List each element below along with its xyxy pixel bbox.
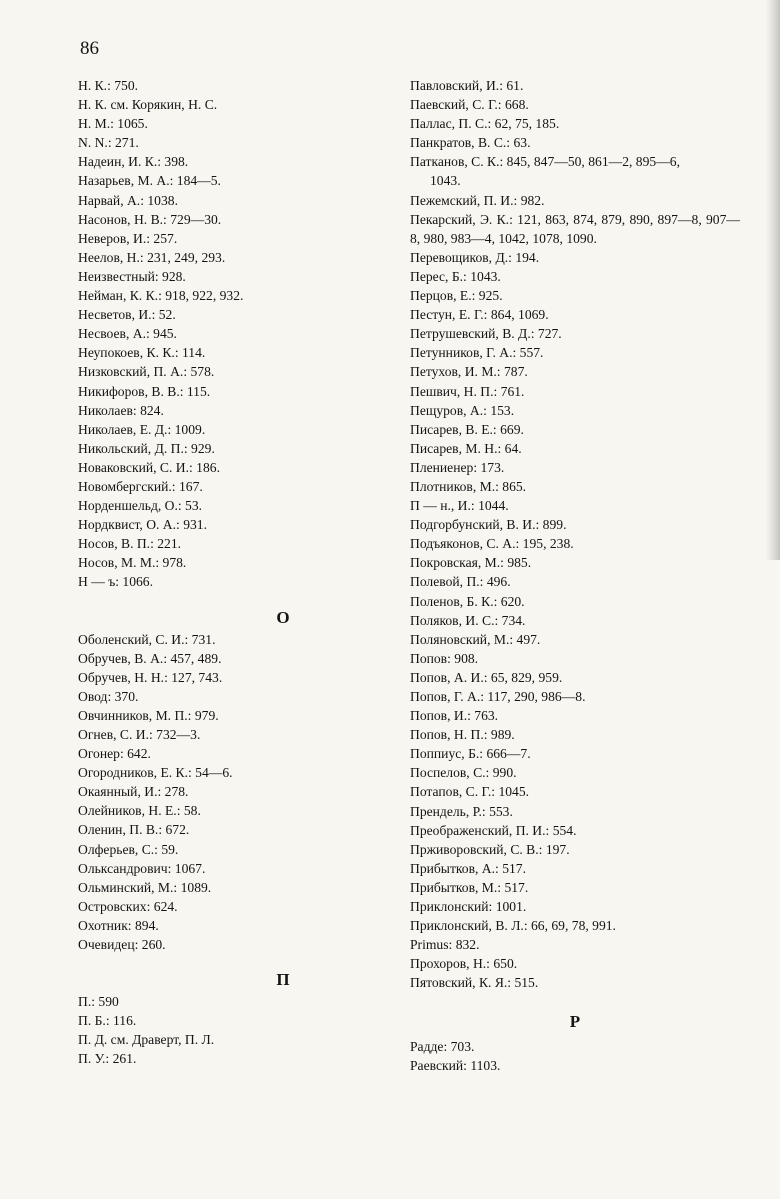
index-entry: 1043.	[430, 173, 461, 189]
index-entry: Несветов, И.: 52.	[78, 307, 176, 323]
index-entry: Поппиус, Б.: 666—7.	[410, 746, 531, 762]
index-entry: Пекарский, Э. К.: 121, 863, 874, 879, 890, 897—8, 907—8, 980, 983—4, 1042, 1078, 1090.	[410, 211, 740, 246]
entries-p-start	[78, 992, 378, 1068]
index-entry: Попов, Г. А.: 117, 290, 986—8.	[410, 689, 586, 704]
index-entry: Попов, И.: 763.	[410, 708, 499, 724]
index-entry: Прохоров, Н.: 650.	[410, 956, 518, 972]
index-entry: Перцов, Е.: 925.	[410, 288, 503, 304]
index-entry: Ольминский, М.: 1089.	[78, 879, 212, 895]
index-entry: Попов, А. И.: 65, 829, 959.	[410, 669, 563, 685]
index-entry: Никольский, Д. П.: 929.	[78, 440, 215, 456]
index-entry: Писарев, В. Е.: 669.	[410, 421, 524, 437]
index-entry: Назарьев, М. А.: 184—5.	[78, 173, 221, 189]
index-entry: Николаев, Е. Д.: 1009.	[78, 421, 206, 437]
index-entry: Ольксандрович: 1067.	[78, 860, 206, 876]
index-entry: Огнев, С. И.: 732—3.	[78, 727, 201, 742]
index-entry: Прибытков, А.: 517.	[410, 860, 526, 876]
index-entry: Новомбергский.: 167.	[78, 478, 203, 494]
index-entry: П. У.: 261.	[78, 1051, 137, 1067]
index-entry: Плотников, М.: 865.	[410, 478, 527, 494]
index-entry: Полевой, П.: 496.	[410, 574, 511, 590]
index-entry: Н. К.: 750.	[78, 78, 139, 93]
index-entry: Приклонский: 1001.	[410, 899, 527, 915]
index-entry: Нордквист, О. А.: 931.	[78, 517, 207, 533]
right-column	[410, 76, 740, 1075]
index-entry: Овчинников, М. П.: 979.	[78, 707, 219, 723]
index-entry: Паевский, С. Г.: 668.	[410, 97, 529, 113]
index-entry: Огонер: 642.	[78, 746, 151, 762]
index-entry: Нейман, К. К.: 918, 922, 932.	[78, 288, 244, 304]
index-entry: П. Б.: 116.	[78, 1013, 137, 1029]
entries-o	[78, 630, 378, 955]
index-entry: Несвоев, А.: 945.	[78, 326, 177, 342]
index-entry: Радде: 703.	[410, 1038, 475, 1054]
index-entry: Николаев: 824.	[78, 402, 164, 418]
index-entry: Овод: 370.	[78, 688, 139, 704]
index-entry: Оленин, П. В.: 672.	[78, 822, 190, 838]
index-entry: Островских: 624.	[78, 898, 178, 914]
index-entry: Поляновский, М.: 497.	[410, 631, 541, 647]
index-entry: Носов, М. М.: 978.	[78, 555, 187, 571]
entries-p	[410, 76, 740, 993]
index-entry: Никифоров, В. В.: 115.	[78, 383, 211, 399]
index-entry: Павловский, И.: 61.	[410, 78, 524, 93]
index-entry: Преображенский, П. И.: 554.	[410, 822, 577, 838]
index-entry: Паллас, П. С.: 62, 75, 185.	[410, 116, 560, 132]
index-entry: Новаковский, С. И.: 186.	[78, 459, 220, 475]
section-letter-p: П	[276, 970, 290, 990]
index-entry: Нарвай, А.: 1038.	[78, 192, 178, 208]
index-entry: Оболенский, С. И.: 731.	[78, 631, 216, 647]
index-entry: Primus: 832.	[410, 937, 480, 953]
index-entry: Покровская, М.: 985.	[410, 555, 532, 571]
index-entry: Подгорбунский, В. И.: 899.	[410, 517, 567, 533]
entries-r	[410, 1037, 740, 1075]
left-column	[78, 76, 378, 1069]
index-entry: Н. М.: 1065.	[78, 116, 148, 132]
index-entry: П. Д. см. Драверт, П. Л.	[78, 1032, 215, 1048]
index-entry: Пежемский, П. И.: 982.	[410, 192, 545, 208]
index-entry: Поспелов, С.: 990.	[410, 765, 517, 781]
page-edge-shadow	[766, 0, 780, 560]
index-entry: Приклонский, В. Л.: 66, 69, 78, 991.	[410, 918, 616, 934]
index-entry: Петрушевский, В. Д.: 727.	[410, 326, 562, 342]
index-entry: Плениенер: 173.	[410, 459, 505, 475]
index-entry: Панкратов, В. С.: 63.	[410, 135, 531, 151]
index-entry: Пятовский, К. Я.: 515.	[410, 975, 539, 991]
index-entry: Пещуров, А.: 153.	[410, 402, 515, 418]
index-entry: Надеин, И. К.: 398.	[78, 154, 189, 170]
index-entry: Прибытков, М.: 517.	[410, 879, 529, 895]
index-entry: Прендель, Р.: 553.	[410, 803, 513, 819]
index-entry: Раевский: 1103.	[410, 1057, 501, 1073]
index-entry: Неупокоев, К. К.: 114.	[78, 345, 206, 361]
index-entry: Писарев, М. Н.: 64.	[410, 440, 522, 456]
index-entry: N. N.: 271.	[78, 135, 139, 151]
index-entry: Окаянный, И.: 278.	[78, 784, 189, 800]
index-entry: Очевидец: 260.	[78, 937, 166, 953]
index-entry: Н. К. см. Корякин, Н. С.	[78, 97, 218, 113]
index-entry: Перевощиков, Д.: 194.	[410, 249, 540, 265]
index-entry: Неелов, Н.: 231, 249, 293.	[78, 249, 226, 265]
index-entry: Поленов, Б. К.: 620.	[410, 593, 525, 609]
index-entry: П — н., И.: 1044.	[410, 498, 509, 514]
index-entry: Патканов, С. К.: 845, 847—50, 861—2, 895—6,	[410, 154, 680, 170]
index-entry: Попов: 908.	[410, 650, 479, 666]
index-entry: Прживоровский, С. В.: 197.	[410, 841, 570, 857]
index-entry: Обручев, В. А.: 457, 489.	[78, 650, 222, 666]
index-entry: Олейников, Н. Е.: 58.	[78, 803, 201, 819]
index-entry: Носов, В. П.: 221.	[78, 536, 182, 552]
index-entry: Петунников, Г. А.: 557.	[410, 345, 544, 361]
index-entry: Обручев, Н. Н.: 127, 743.	[78, 669, 223, 685]
index-entry: Огородников, Е. К.: 54—6.	[78, 765, 233, 781]
index-entry: Неверов, И.: 257.	[78, 230, 178, 246]
entries-n	[78, 76, 378, 592]
index-entry: Подъяконов, С. А.: 195, 238.	[410, 536, 574, 552]
section-letter-o: О	[276, 607, 290, 627]
index-entry: Н — ъ: 1066.	[78, 574, 153, 590]
index-entry: Потапов, С. Г.: 1045.	[410, 784, 530, 800]
index-entry: Пешвич, Н. П.: 761.	[410, 383, 525, 399]
index-entry: Поляков, И. С.: 734.	[410, 612, 526, 628]
page-number: 86	[80, 38, 99, 59]
index-entry: Петухов, И. М.: 787.	[410, 364, 528, 380]
index-entry: Олферьев, С.: 59.	[78, 841, 179, 857]
index-entry: Низковский, П. А.: 578.	[78, 364, 215, 380]
index-entry: П.: 590	[78, 994, 119, 1010]
index-entry: Насонов, Н. В.: 729—30.	[78, 211, 222, 227]
index-entry: Перес, Б.: 1043.	[410, 268, 501, 284]
index-entry: Охотник: 894.	[78, 917, 159, 933]
index-entry: Норденшельд, О.: 53.	[78, 498, 203, 514]
index-entry: Пестун, Е. Г.: 864, 1069.	[410, 307, 549, 323]
index-entry: Неизвестный: 928.	[78, 268, 186, 284]
section-letter-r: Р	[569, 1011, 581, 1031]
index-entry: Попов, Н. П.: 989.	[410, 727, 515, 743]
